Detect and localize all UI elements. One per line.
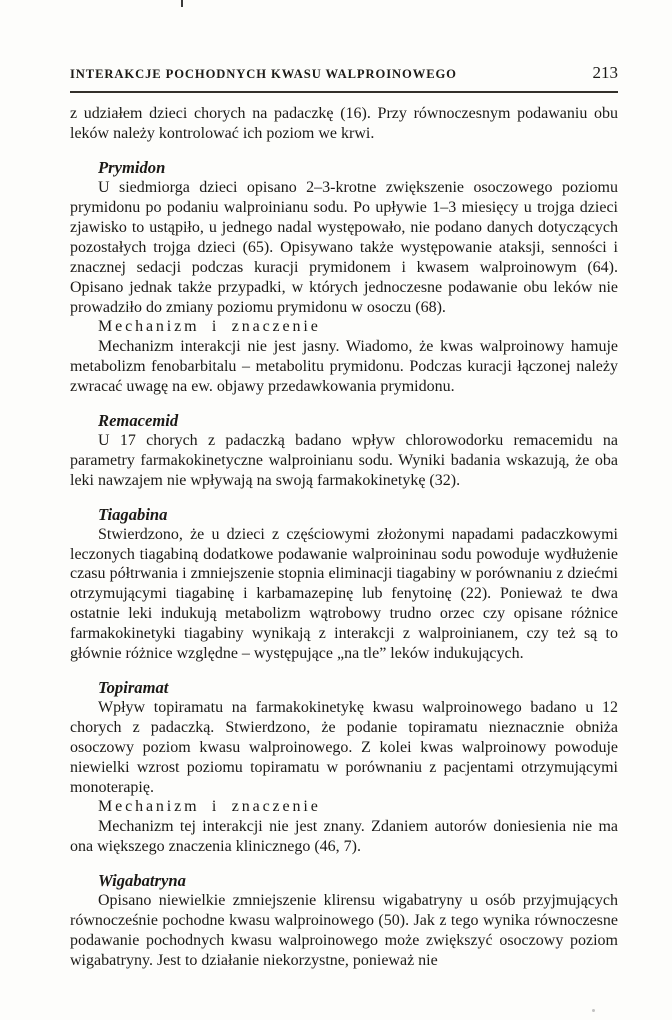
section-heading-tiagabina: Tiagabina bbox=[98, 504, 168, 524]
section-paragraph: U siedmiorga dzieci opisano 2–3-krotne zwiększenie osoczowego poziomu prymidonu po podaniu walproinianu sodu. Po upływie 1–3 miesięcy u trojga dzieci zjawisko to ustąpiło, u jednego nadal występowało, nie podano danych dotyczących pozostałych trojga dzieci (65). Opisywano także występowanie ataksji, senności i znacznej sedacji podczas kuracji prymidonem i kwasem walproinowym (64). Opisano jednak także przypadki, w których jednoczesne podawanie obu leków nie prowadziło do zmiany poziomu prymidonu w osoczu (68). bbox=[70, 179, 618, 316]
text-block bbox=[70, 63, 618, 971]
intro-paragraph: z udziałem dzieci chorych na padaczkę (16). Przy równoczesnym podawaniu obu leków należy kontrolować ich poziom we krwi. bbox=[70, 105, 618, 143]
section-paragraph: Mechanizm tej interakcji nie jest znany. Zdaniem autorów doniesienia nie ma ona większego znaczenia klinicznego (46, 7). bbox=[70, 818, 618, 856]
page-number: 213 bbox=[592, 63, 618, 82]
section-paragraph: Opisano niewielkie zmniejszenie klirensu wigabatryny u osób przyjmujących równocześnie pochodne kwasu walproinowego (50). Jak z tego wynika równoczesne podawanie pochodnych kwasu walproinowego może zwiększyć osoczowy poziom wigabatryny. Jest to działanie niekorzystne, ponieważ nie bbox=[70, 892, 618, 969]
running-header-title: INTERAKCJE POCHODNYCH KWASU WALPROINOWEGO bbox=[70, 67, 457, 81]
top-registration-mark bbox=[181, 0, 183, 7]
mechanism-subheading: Mechanizm i znaczenie bbox=[98, 798, 321, 816]
header-rule bbox=[70, 91, 618, 94]
section-heading-wigabatryna: Wigabatryna bbox=[98, 871, 186, 891]
section-paragraph: Stwierdzono, że u dzieci z częściowymi złożonymi napadami padaczkowymi leczonych tiagabiną dodatkowe podawanie walproininau sodu powoduje wydłużenie czasu półtrwania i zmniejszenie stopnia eliminacji tiagabiny w porównaniu z dziećmi otrzymującymi tiagabinę i karbamazepinę lub fenytoinę (22). Ponieważ te dwa ostatnie leki indukują metabolizm wątrobowy trudno orzec czy opisane różnice farmakokinetyki tiagabiny wynikają z interakcji z walproinianem, czy też są to głównie różnice względne – występujące „na tle” leków indukujących. bbox=[70, 525, 618, 663]
section-heading-prymidon: Prymidon bbox=[98, 158, 166, 178]
section-paragraph: U 17 chorych z padaczką badano wpływ chlorowodorku remacemidu na parametry farmakokinetyczne walproinianu sodu. Wyniki badania wskazują, że oba leki nawzajem nie wpływają na swoją farmakokinetykę (32). bbox=[70, 432, 618, 489]
section-paragraph: Wpływ topiramatu na farmakokinetykę kwasu walproinowego badano u 12 chorych z padaczką. Stwierdzono, że podanie topiramatu nieznacznie obniża osoczowy poziom kwasu walproinowego. Z kolei kwas walproinowy powoduje niewielki wzrost poziomu topiramatu w porównaniu z pacjentami otrzymującymi monoterapię. bbox=[70, 698, 618, 796]
mechanism-subheading: Mechanizm i znaczenie bbox=[98, 318, 321, 336]
section-paragraph: Mechanizm interakcji nie jest jasny. Wiadomo, że kwas walproinowy hamuje metabolizm fenobarbitalu – metabolitu prymidonu. Podczas kuracji łączonej należy zwracać uwagę na ew. objawy przedawkowania prymidonu. bbox=[70, 338, 618, 396]
scan-speck bbox=[592, 1009, 595, 1012]
section-heading-remacemid: Remacemid bbox=[98, 411, 179, 431]
page-header bbox=[70, 63, 618, 91]
section-heading-topiramat: Topiramat bbox=[98, 677, 169, 697]
